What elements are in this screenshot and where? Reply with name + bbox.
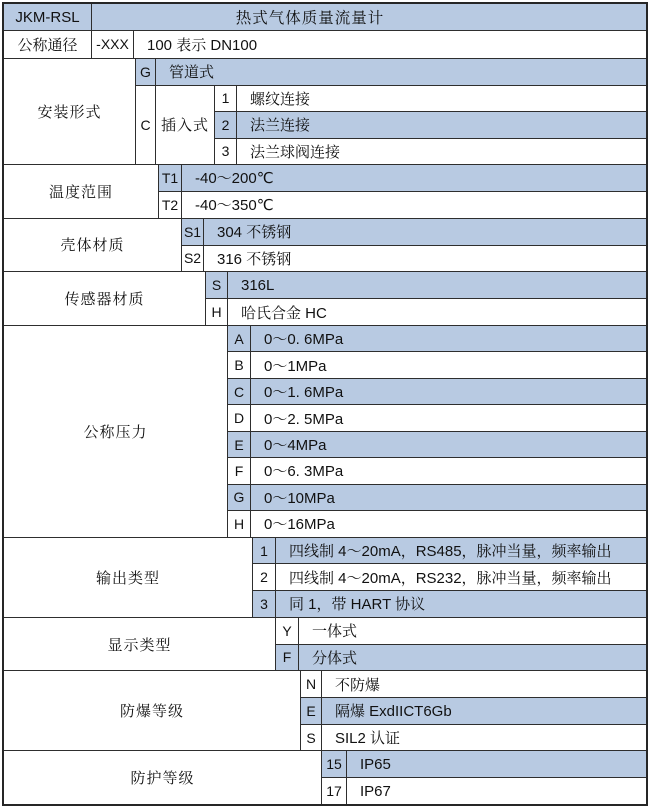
option-desc: 0～1MPa — [264, 357, 327, 375]
option-code: S1 — [182, 219, 204, 245]
section-label: 温度范围 — [4, 165, 159, 218]
option-row — [182, 246, 646, 272]
section-sensor — [4, 272, 646, 326]
option-row — [301, 698, 646, 725]
option-code: G — [228, 485, 251, 510]
section-diameter — [4, 31, 646, 58]
option-code: T2 — [159, 192, 182, 218]
option-row — [206, 299, 646, 325]
option-row — [182, 219, 646, 246]
option-desc: IP65 — [360, 755, 391, 773]
option-code: 2 — [253, 564, 276, 590]
option-desc: 0～2. 5MPa — [264, 410, 344, 428]
option-code: 1 — [215, 86, 237, 111]
option-code: N — [301, 671, 322, 697]
option-row — [228, 511, 646, 536]
option-row — [301, 671, 646, 698]
option-desc: 隔爆 ExdIICT6Gb — [335, 703, 452, 721]
option-code: -XXX — [92, 31, 134, 57]
option-code: F — [228, 458, 251, 483]
option-row — [301, 725, 646, 751]
option-desc: SIL2 认证 — [335, 730, 401, 748]
section-housing — [4, 219, 646, 273]
option-desc: 管道式 — [169, 64, 215, 82]
section-label: 防护等级 — [4, 751, 322, 804]
option-code: S — [206, 272, 228, 298]
section-install — [4, 59, 646, 165]
option-row — [228, 379, 646, 405]
option-code: Y — [276, 618, 299, 644]
option-desc: 0～0. 6MPa — [264, 331, 344, 349]
option-desc: IP67 — [360, 782, 391, 800]
option-desc: 四线制 4～20mA，RS232，脉冲当量，频率输出 — [289, 569, 612, 587]
option-row — [228, 405, 646, 431]
option-code: 2 — [215, 112, 237, 137]
option-desc: 四线制 4～20mA，RS485，脉冲当量，频率输出 — [289, 543, 612, 560]
option-desc: 法兰连接 — [250, 117, 311, 135]
option-code: S — [301, 725, 322, 751]
option-row — [276, 645, 646, 671]
option-row — [253, 538, 646, 565]
option-code: 15 — [322, 751, 347, 777]
section-label: 公称通径 — [4, 31, 92, 57]
option-desc: 螺纹连接 — [250, 90, 311, 108]
option-code: A — [228, 326, 251, 351]
option-desc: 0～16MPa — [264, 516, 335, 534]
option-desc: -40～350℃ — [195, 197, 274, 215]
option-code: B — [228, 352, 251, 377]
option-desc: 304 不锈钢 — [217, 224, 292, 242]
option-row — [228, 352, 646, 378]
option-code: S2 — [182, 246, 204, 272]
option-row — [228, 326, 646, 352]
section-label: 输出类型 — [4, 538, 253, 617]
option-row — [159, 192, 646, 218]
option-code: 1 — [253, 538, 276, 564]
option-desc: 同 1，带 HART 协议 — [289, 596, 426, 614]
option-code: F — [276, 645, 299, 671]
table-title: 热式气体质量流量计 — [235, 10, 385, 28]
section-label: 传感器材质 — [4, 272, 206, 325]
option-desc: 0～1. 6MPa — [264, 384, 344, 402]
model-code: JKM-RSL — [4, 4, 92, 30]
section-explosion — [4, 671, 646, 751]
section-label: 壳体材质 — [4, 219, 182, 272]
option-code: C — [136, 86, 156, 164]
option-row — [206, 272, 646, 299]
option-row — [228, 485, 646, 511]
option-row — [228, 432, 646, 458]
section-protection — [4, 751, 646, 804]
option-desc: 316L — [241, 276, 275, 294]
option-row — [136, 59, 646, 86]
option-row — [253, 591, 646, 617]
section-output — [4, 538, 646, 618]
option-desc: -40～200℃ — [195, 170, 274, 188]
header-row — [4, 4, 646, 31]
option-desc: 0～10MPa — [264, 489, 335, 507]
option-row — [159, 165, 646, 192]
section-label: 公称压力 — [4, 326, 228, 537]
option-code: H — [228, 511, 251, 536]
option-code: 3 — [215, 139, 237, 164]
section-label: 防爆等级 — [4, 671, 301, 750]
option-desc: 100 表示 DN100 — [147, 36, 258, 54]
option-row — [322, 751, 646, 778]
option-code: T1 — [159, 165, 182, 191]
option-code: G — [136, 59, 156, 85]
option-code: C — [228, 379, 251, 404]
insert-block — [136, 86, 646, 164]
option-code: 17 — [322, 778, 347, 804]
option-row — [215, 112, 646, 138]
option-desc: 316 不锈钢 — [217, 250, 292, 268]
option-row — [215, 86, 646, 112]
option-desc: 不防爆 — [335, 676, 381, 694]
section-label: 安装形式 — [4, 59, 136, 164]
option-desc: 一体式 — [312, 623, 358, 641]
section-label: 显示类型 — [4, 618, 276, 671]
option-desc: 法兰球阀连接 — [250, 143, 341, 161]
option-code: D — [228, 405, 251, 430]
option-row — [228, 458, 646, 484]
option-desc: 哈氏合金 HC — [241, 304, 327, 322]
option-row — [253, 564, 646, 591]
option-code: 3 — [253, 591, 276, 617]
option-row — [215, 139, 646, 164]
option-code: E — [228, 432, 251, 457]
option-code: E — [301, 698, 322, 724]
option-desc: 分体式 — [312, 649, 358, 667]
insert-label: 插入式 — [156, 86, 215, 164]
option-desc: 0～4MPa — [264, 437, 327, 455]
option-code: H — [206, 299, 228, 325]
option-row — [322, 778, 646, 804]
section-temperature — [4, 165, 646, 219]
option-row — [276, 618, 646, 645]
section-display — [4, 618, 646, 672]
option-desc: 0～6. 3MPa — [264, 463, 344, 481]
spec-table — [2, 2, 648, 806]
section-pressure — [4, 326, 646, 538]
